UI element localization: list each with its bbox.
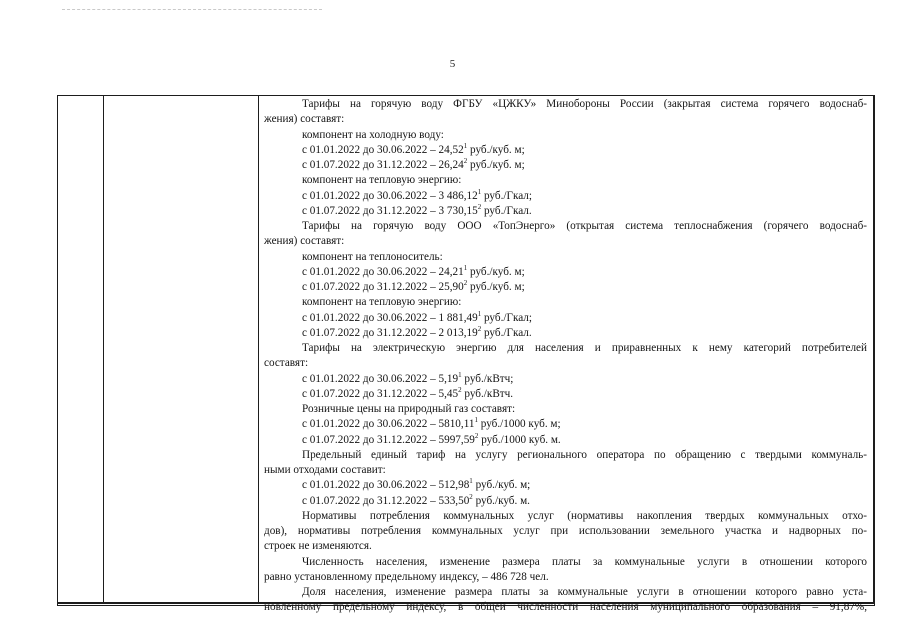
text-line-unit: руб./Гкал; (481, 311, 532, 324)
text-line (264, 234, 867, 249)
text-line (264, 189, 867, 204)
text-line-main: строек не изменяются. (264, 540, 372, 553)
footnote-mark: 2 (477, 202, 482, 211)
text-line-main: Розничные цены на природный газ составят: (302, 403, 516, 415)
text-line-unit: руб./кВтч. (461, 387, 514, 400)
text-line (264, 524, 867, 539)
text-line (264, 97, 867, 112)
text-line-main: ными отходами составит: (264, 464, 386, 476)
text-line (264, 280, 867, 295)
text-line-main: с 01.01.2022 до 30.06.2022 – 3 486,12 (302, 189, 478, 202)
footnote-mark: 2 (463, 157, 468, 165)
text-line-unit: руб./1000 куб. м. (478, 433, 561, 446)
text-line-unit: руб./куб. м; (467, 159, 525, 171)
footnote-mark: 1 (477, 187, 482, 196)
text-line (264, 448, 867, 463)
text-line-main: с 01.07.2022 до 31.12.2022 – 26,24 (302, 159, 464, 171)
text-line-main: Численность населения, изменение размера платы за коммунальные услуги в отношении которого (302, 555, 867, 568)
text-line (264, 478, 867, 493)
text-line-main: Тарифы на горячую воду ООО «ТопЭнерго» (открытая система теплоснабжения (горячего водоснаб- (302, 220, 867, 232)
text-line (264, 509, 867, 524)
text-line-main: составят: (264, 357, 309, 370)
text-line-main: компонент на теплоноситель: (302, 250, 443, 263)
text-line-main: Доля населения, изменение размера платы за коммунальные услуги в отношении которого равно уста- (302, 586, 867, 598)
footnote-mark: 2 (469, 492, 473, 501)
text-line-main: компонент на тепловую энергию: (302, 296, 462, 309)
text-line-main: Тарифы на горячую воду ФГБУ «ЦЖКУ» Минобороны России (закрытая система горячего водоснаб- (302, 98, 867, 110)
text-line-main: с 01.01.2022 до 30.06.2022 – 24,21 (302, 265, 464, 278)
text-line (264, 158, 867, 173)
text-line-unit: руб./куб. м; (472, 479, 531, 492)
text-line-unit: руб./Гкал; (481, 189, 532, 202)
text-line-main: с 01.07.2022 до 31.12.2022 – 5997,59 (302, 433, 475, 446)
footnote-mark: 1 (463, 263, 468, 272)
text-line-main: новленному предельному индексу, в общей численности населения муниципального образования – 91,87%, (264, 601, 867, 614)
text-line (264, 204, 867, 219)
footnote-mark: 2 (477, 324, 482, 333)
text-line-main: с 01.01.2022 до 30.06.2022 – 1 881,49 (302, 311, 478, 324)
text-line-unit: руб./кВтч; (461, 372, 514, 385)
footnote-mark: 1 (477, 309, 482, 318)
text-line (264, 555, 867, 570)
table-cell-name (104, 96, 258, 602)
text-line (264, 341, 867, 356)
footnote-mark: 1 (474, 416, 478, 425)
text-line (264, 250, 867, 265)
text-line (264, 600, 867, 615)
text-line-unit: руб./1000 куб. м; (477, 418, 561, 431)
text-line (264, 433, 867, 448)
text-line (264, 143, 867, 158)
text-line-main: с 01.07.2022 до 31.12.2022 – 5,45 (302, 387, 459, 400)
footnote-mark: 2 (458, 385, 462, 394)
text-line-unit: руб./куб. м; (467, 281, 525, 293)
text-line (264, 356, 867, 371)
text-line-main: компонент на тепловую энергию: (302, 174, 462, 187)
text-line (264, 585, 867, 600)
footnote-mark: 1 (463, 141, 468, 150)
text-line (264, 417, 867, 432)
text-line (264, 265, 867, 280)
text-line-unit: руб./куб. м; (467, 143, 525, 156)
scan-artifact (62, 1, 322, 10)
footnote-mark: 2 (463, 279, 468, 287)
footnote-mark: 1 (458, 370, 462, 379)
table-right-border (873, 95, 875, 604)
text-line-main: с 01.07.2022 до 31.12.2022 – 533,50 (302, 494, 470, 507)
page-number: 5 (449, 58, 456, 70)
text-line-main: жения) составят: (264, 113, 345, 126)
text-line (264, 311, 867, 326)
text-line-unit: руб./куб. м; (467, 265, 525, 278)
text-line (264, 219, 867, 234)
text-line-main: с 01.07.2022 до 31.12.2022 – 2 013,19 (302, 326, 478, 339)
text-line-main: с 01.01.2022 до 30.06.2022 – 24,52 (302, 143, 464, 156)
text-line-main: с 01.01.2022 до 30.06.2022 – 512,98 (302, 479, 470, 492)
text-line (264, 173, 867, 188)
text-line-unit: руб./Гкал. (481, 204, 532, 217)
footnote-mark: 2 (474, 431, 479, 440)
text-line (264, 494, 867, 509)
table-cell-content (264, 97, 867, 616)
text-line-main: Тарифы на электрическую энергию для населения и приравненных к нему категорий потребителей (302, 342, 867, 354)
text-line (264, 387, 867, 402)
text-line-main: с 01.01.2022 до 30.06.2022 – 5,19 (302, 372, 459, 385)
text-line-unit: руб./Гкал. (481, 326, 532, 339)
text-line-main: равно установленному предельному индексу, – 486 728 чел. (264, 570, 549, 583)
text-line (264, 539, 867, 554)
text-line-main: с 01.07.2022 до 31.12.2022 – 25,90 (302, 281, 464, 293)
text-line (264, 372, 867, 387)
text-line-main: Предельный единый тариф на услугу регионального оператора по обращению с твердыми коммуналь- (302, 448, 867, 461)
footnote-mark: 1 (469, 477, 473, 486)
column-divider (258, 95, 259, 604)
text-line (264, 128, 867, 143)
text-line (264, 326, 867, 341)
text-line-main: с 01.07.2022 до 31.12.2022 – 3 730,15 (302, 204, 478, 217)
text-line (264, 402, 867, 417)
text-line (264, 112, 867, 127)
text-line-main: дов), нормативы потребления коммунальных услуг при использовании земельного участка и надворных по- (264, 525, 867, 537)
text-line-unit: руб./куб. м. (472, 494, 530, 507)
text-line (264, 570, 867, 585)
text-line-main: компонент на холодную воду: (302, 128, 444, 141)
text-line-main: Нормативы потребления коммунальных услуг (нормативы накопления твердых коммунальных отхо- (302, 509, 867, 522)
table-cell-number (58, 96, 103, 602)
text-line-main: жения) составят: (264, 235, 345, 248)
text-line (264, 463, 867, 478)
text-line-main: с 01.01.2022 до 30.06.2022 – 5810,11 (302, 418, 475, 431)
text-line (264, 295, 867, 310)
